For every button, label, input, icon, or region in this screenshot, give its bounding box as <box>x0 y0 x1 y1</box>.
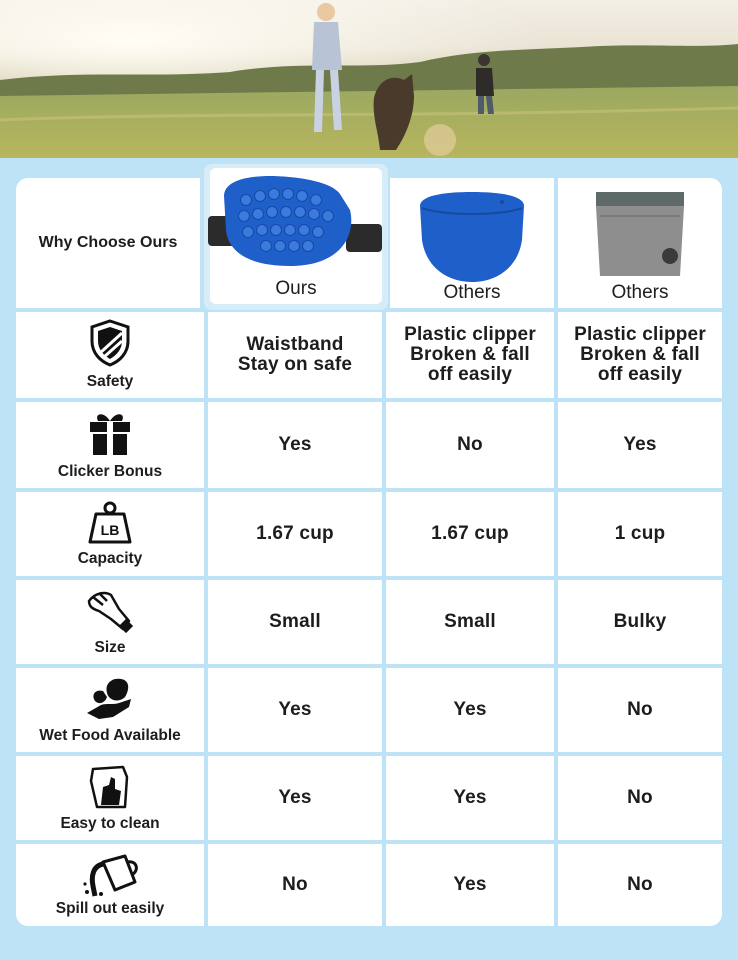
cell-value: No <box>627 874 653 895</box>
hand-size-icon <box>85 587 135 635</box>
hand-leaf-icon <box>85 675 135 723</box>
hero-photo <box>0 0 738 158</box>
pitcher-spill-icon <box>79 852 141 898</box>
table-cell <box>558 402 722 488</box>
cell-value: 1.67 cup <box>431 523 509 544</box>
table-cell <box>558 844 722 926</box>
cell-value: No <box>457 434 483 455</box>
row-label: Spill out easily <box>55 900 165 917</box>
column-header-ours: Ours <box>275 278 317 299</box>
table-cell <box>208 844 382 926</box>
table-cell <box>208 312 382 398</box>
field-scene-image <box>0 0 738 158</box>
row-label: Size <box>94 639 126 656</box>
table-cell <box>386 844 554 926</box>
gift-icon <box>88 409 132 457</box>
row-label: Safety <box>86 373 134 390</box>
ours-pouch-image <box>206 174 386 274</box>
cell-value: Yes <box>278 787 312 808</box>
cell-value: Yes <box>278 434 312 455</box>
row-label: Wet Food Available <box>39 727 181 744</box>
table-cell <box>558 312 722 398</box>
cell-value: Bulky <box>613 611 667 632</box>
cell-value: Yes <box>278 699 312 720</box>
cell-value: No <box>282 874 308 895</box>
cell-value: 1.67 cup <box>256 523 334 544</box>
wipe-cloth-icon <box>87 763 133 811</box>
row-label-cell <box>16 756 204 840</box>
table-cell <box>386 580 554 664</box>
cell-value: Waistband Stay on safe <box>237 334 353 375</box>
others2-header-cell <box>558 178 722 308</box>
gray-pouch-image <box>590 188 690 284</box>
cell-value: Plastic clipper Broken & fall off easily <box>404 324 536 385</box>
table-cell <box>558 580 722 664</box>
shield-icon <box>88 319 132 367</box>
row-label-cell <box>16 402 204 488</box>
table-cell <box>208 402 382 488</box>
table-cell <box>558 756 722 840</box>
table-cell <box>558 668 722 752</box>
row-label-cell <box>16 668 204 752</box>
column-header-others-1: Others <box>443 282 501 303</box>
row-label: Clicker Bonus <box>57 463 163 480</box>
table-cell <box>208 668 382 752</box>
table-cell <box>208 756 382 840</box>
row-label-cell <box>16 580 204 664</box>
table-cell <box>386 312 554 398</box>
weight-icon <box>86 500 134 546</box>
table-cell <box>386 492 554 576</box>
table-cell <box>386 756 554 840</box>
blue-pouch-image <box>412 190 532 286</box>
others1-header-cell <box>390 178 554 308</box>
svg-text:LB: LB <box>100 522 120 538</box>
row-label-cell <box>16 312 204 398</box>
cell-value: Yes <box>453 787 487 808</box>
row-label-cell <box>16 844 204 926</box>
cell-value: Plastic clipper Broken & fall off easily <box>574 324 706 385</box>
header-title-cell <box>16 178 200 308</box>
table-cell <box>208 492 382 576</box>
row-label: Easy to clean <box>60 815 160 832</box>
table-cell <box>558 492 722 576</box>
cell-value: Yes <box>453 699 487 720</box>
table-title: Why Choose Ours <box>38 234 178 251</box>
cell-value: Small <box>444 611 496 632</box>
cell-value: Yes <box>623 434 657 455</box>
table-cell <box>386 402 554 488</box>
cell-value: No <box>627 699 653 720</box>
row-label-cell <box>16 492 204 576</box>
table-cell <box>208 580 382 664</box>
column-header-others-2: Others <box>611 282 669 303</box>
table-cell <box>386 668 554 752</box>
cell-value: Yes <box>453 874 487 895</box>
comparison-table <box>16 178 722 926</box>
cell-value: 1 cup <box>614 523 666 544</box>
cell-value: Small <box>269 611 321 632</box>
row-label: Capacity <box>77 550 143 567</box>
ours-header-cell <box>204 164 388 310</box>
cell-value: No <box>627 787 653 808</box>
